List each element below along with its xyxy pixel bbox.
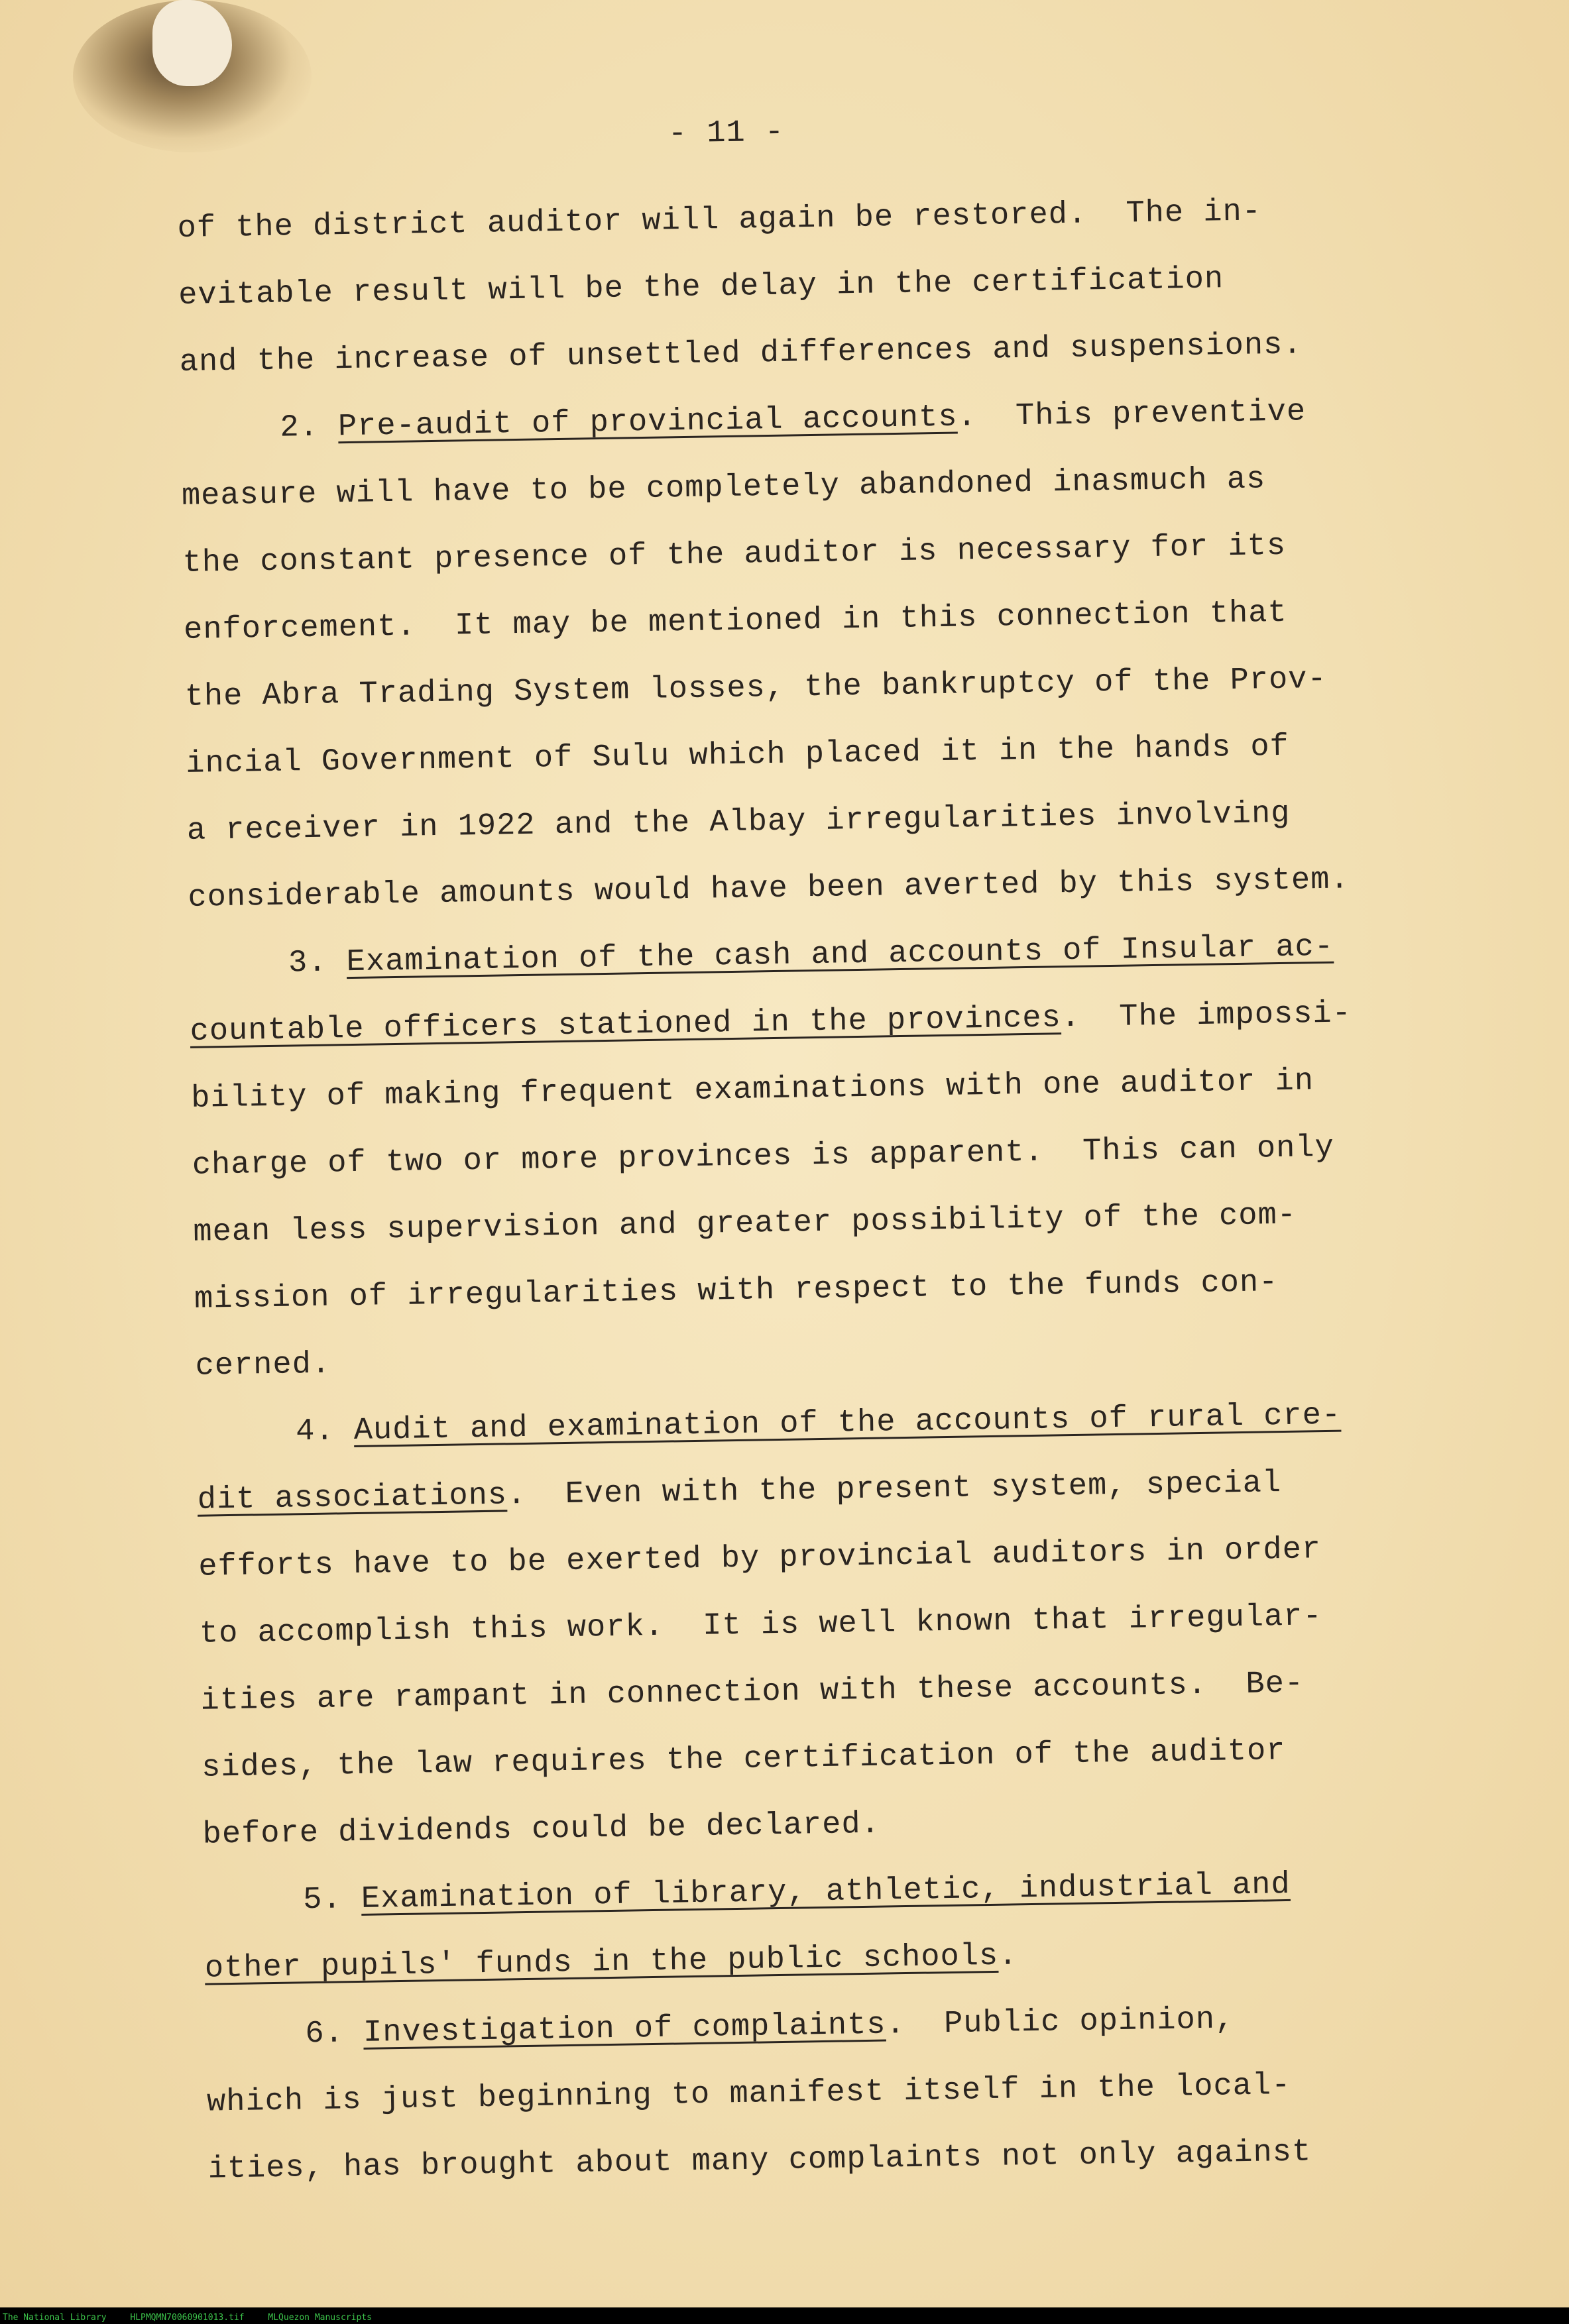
scan-footer-bar bbox=[0, 2311, 1569, 2324]
text-line: mission of irregularities with respect to the funds con- bbox=[194, 1265, 1279, 1317]
text-line: before dividends could be declared. bbox=[202, 1806, 881, 1853]
text-line: . bbox=[998, 1938, 1018, 1974]
text-line: . This preventive bbox=[957, 394, 1307, 435]
text-line: cerned. bbox=[195, 1347, 331, 1384]
text-line: which is just beginning to manifest itself in the local- bbox=[206, 2068, 1291, 2121]
item-heading: other pupils' funds in the public schools bbox=[204, 1938, 999, 1987]
text-line: and the increase of unsettled differences and suspensions. bbox=[179, 327, 1303, 380]
text-line: evitable result will be the delay in the certification bbox=[178, 262, 1224, 313]
item-number: 2. bbox=[280, 410, 320, 446]
burn-hole bbox=[152, 0, 232, 86]
text-line: incial Government of Sulu which placed it in the hands of bbox=[185, 729, 1290, 782]
item-3-paragraph bbox=[188, 912, 1455, 1400]
text-line: measure will have to be completely abandoned inasmuch as bbox=[181, 462, 1266, 514]
text-line: enforcement. It may be mentioned in this connection that bbox=[183, 595, 1288, 648]
text-line: . Public opinion, bbox=[886, 2002, 1235, 2043]
item-4-paragraph bbox=[196, 1380, 1462, 1869]
footer-collection: MLQuezon Manuscripts bbox=[268, 2313, 372, 2323]
item-heading: Pre-audit of provincial accounts bbox=[337, 400, 958, 445]
text-line: the Abra Trading System losses, the bankruptcy of the Prov- bbox=[184, 661, 1328, 715]
item-number: 5. bbox=[302, 1882, 343, 1918]
item-2-paragraph bbox=[180, 376, 1448, 932]
text-line: . The impossi- bbox=[1061, 996, 1352, 1036]
paragraph-continuation bbox=[177, 176, 1440, 396]
item-heading: countable officers stationed in the provinces bbox=[190, 1001, 1062, 1050]
typed-text-body bbox=[176, 96, 1468, 2203]
item-5-paragraph bbox=[203, 1849, 1465, 2003]
text-line: charge of two or more provinces is apparent. This can only bbox=[192, 1130, 1335, 1184]
item-number: 6. bbox=[305, 2016, 345, 2052]
item-6-paragraph bbox=[205, 1983, 1468, 2203]
item-heading: Examination of the cash and accounts of Insular ac- bbox=[346, 929, 1334, 981]
text-line: considerable amounts would have been averted by this system. bbox=[188, 862, 1350, 916]
text-line: sides, the law requires the certification of the auditor bbox=[201, 1734, 1286, 1786]
text-line: . Even with the present system, special bbox=[506, 1466, 1282, 1514]
page-number: - 11 - bbox=[668, 115, 785, 152]
text-line: ities, has brought about many complaints not only against bbox=[207, 2134, 1312, 2187]
item-heading: Audit and examination of the accounts of rural cre- bbox=[353, 1398, 1342, 1449]
footer-file: HLPMQMN70060901013.tif bbox=[130, 2313, 245, 2323]
text-line: efforts have to be exerted by provincial auditors in order bbox=[198, 1532, 1322, 1585]
text-line: ities are rampant in connection with these accounts. Be- bbox=[200, 1666, 1305, 1719]
text-line: a receiver in 1922 and the Albay irregularities involving bbox=[186, 796, 1291, 849]
text-line: to accomplish this work. It is well known that irregular- bbox=[199, 1599, 1323, 1652]
footer-library: The National Library bbox=[3, 2313, 107, 2323]
text-line: the constant presence of the auditor is necessary for its bbox=[182, 528, 1287, 581]
item-number: 3. bbox=[288, 945, 327, 981]
item-heading: Investigation of complaints bbox=[363, 2007, 886, 2051]
item-heading: Examination of library, athletic, industrial and bbox=[361, 1867, 1291, 1917]
text-line: mean less supervision and greater possibility of the com- bbox=[193, 1197, 1297, 1250]
text-line: of the district auditor will again be restored. The in- bbox=[177, 194, 1262, 247]
item-heading: dit associations bbox=[197, 1478, 508, 1518]
item-number: 4. bbox=[295, 1413, 335, 1450]
text-line: bility of making frequent examinations with one auditor in bbox=[190, 1064, 1314, 1117]
